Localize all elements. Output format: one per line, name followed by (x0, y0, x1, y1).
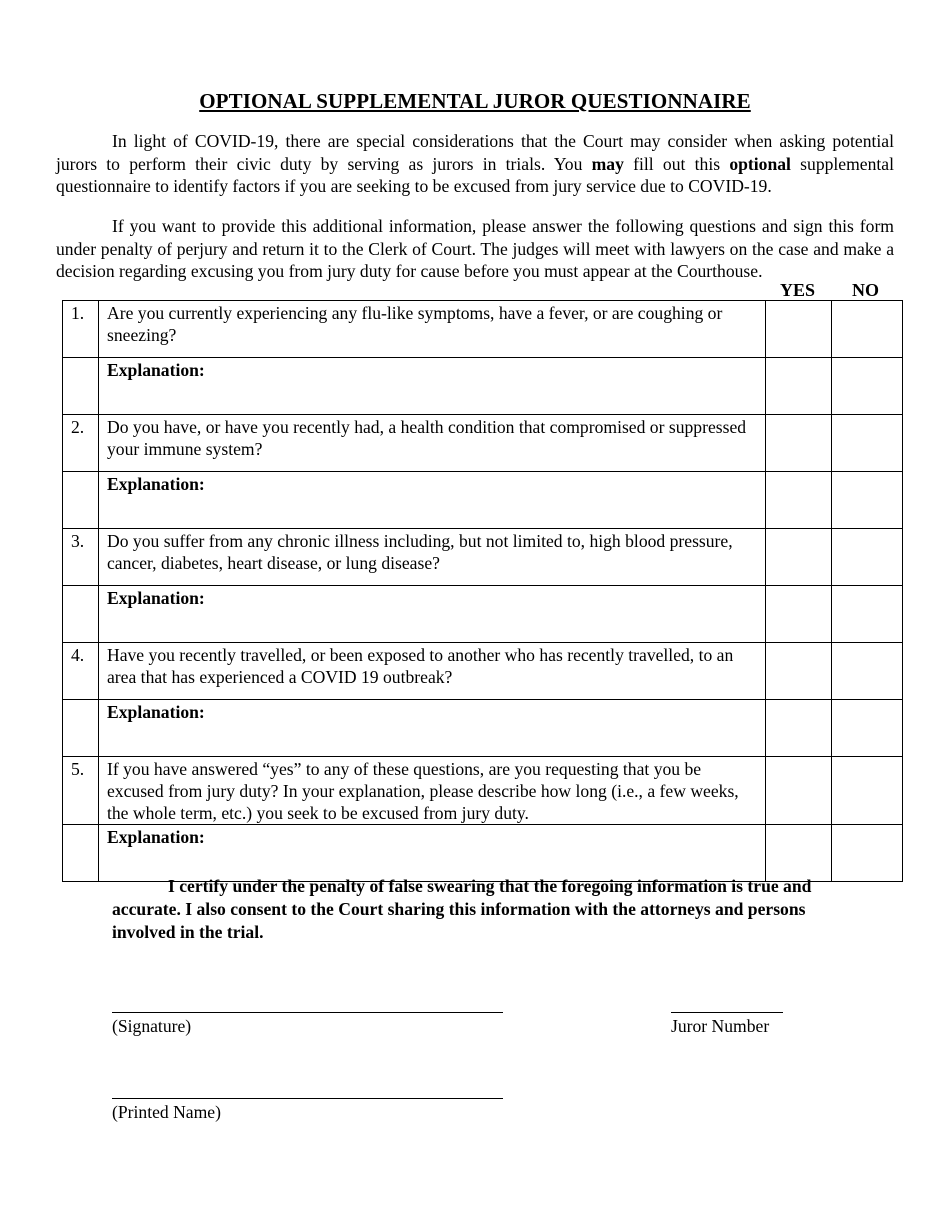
explanation-yes-cell (766, 586, 832, 643)
yes-answer-box[interactable] (766, 529, 832, 586)
intro-paragraph (56, 130, 894, 198)
explanation-no-cell (832, 825, 903, 882)
question-text: Are you currently experiencing any flu-like symptoms, have a fever, or are coughing or sneezing? (99, 301, 766, 358)
explanation-row (63, 825, 903, 882)
explanation-field[interactable] (99, 700, 766, 757)
no-answer-box[interactable] (832, 757, 903, 825)
explanation-label: Explanation: (107, 474, 205, 494)
explanation-yes-cell (766, 700, 832, 757)
question-number: 4. (63, 643, 99, 700)
explanation-label: Explanation: (107, 702, 205, 722)
explanation-row (63, 358, 903, 415)
question-text: Do you have, or have you recently had, a health condition that compromised or suppressed your immune system? (99, 415, 766, 472)
explanation-field[interactable] (99, 472, 766, 529)
yes-answer-box[interactable] (766, 415, 832, 472)
explanation-no-cell (832, 472, 903, 529)
explanation-number-cell (63, 472, 99, 529)
explanation-no-cell (832, 586, 903, 643)
signature-label: (Signature) (112, 1016, 192, 1036)
explanation-label: Explanation: (107, 827, 205, 847)
explanation-field[interactable] (99, 586, 766, 643)
yes-column-header: YES (780, 280, 816, 300)
explanation-yes-cell (766, 472, 832, 529)
intro-bold-optional: optional (729, 153, 791, 174)
instructions-paragraph: If you want to provide this additional information, please answer the following questions and sign this form under penalty of perjury and return it to the Clerk of Court. The judges will meet with lawyers on the case and make a decision regarding excusing you from jury duty for cause before you must appear at the Courthouse. (56, 216, 894, 281)
question-row (63, 757, 903, 825)
question-row (63, 643, 903, 700)
explanation-number-cell (63, 358, 99, 415)
no-answer-box[interactable] (832, 415, 903, 472)
explanation-label: Explanation: (107, 360, 205, 380)
yes-answer-box[interactable] (766, 643, 832, 700)
printed-name-line[interactable] (112, 1098, 503, 1099)
explanation-number-cell (63, 825, 99, 882)
question-text: Have you recently travelled, or been exposed to another who has recently travelled, to an area that has experienced a COVID 19 outbreak? (99, 643, 766, 700)
question-row (63, 301, 903, 358)
explanation-row (63, 586, 903, 643)
no-column-header: NO (852, 280, 879, 300)
explanation-row (63, 700, 903, 757)
question-row (63, 529, 903, 586)
explanation-no-cell (832, 358, 903, 415)
intro-text-part3: supplemental questionnaire to identify factors if you are seeking to be excused from jury service due to COVID-19. (56, 153, 894, 196)
question-number: 3. (63, 529, 99, 586)
explanation-no-cell (832, 700, 903, 757)
question-text: Do you suffer from any chronic illness including, but not limited to, high blood pressure, cancer, diabetes, heart disease, or lung disease? (99, 529, 766, 586)
intro-text-part2: fill out this (623, 153, 730, 174)
yes-answer-box[interactable] (766, 757, 832, 825)
signature-line[interactable] (112, 1012, 503, 1013)
yes-answer-box[interactable] (766, 301, 832, 358)
questions-table (62, 300, 903, 882)
no-answer-box[interactable] (832, 643, 903, 700)
explanation-number-cell (63, 700, 99, 757)
explanation-field[interactable] (99, 825, 766, 882)
intro-text-part1: In light of COVID-19, there are special considerations that the Court may consider when asking potential jurors to perform their civic duty by serving as jurors in trials. You (56, 131, 894, 174)
explanation-label: Explanation: (107, 588, 205, 608)
juror-number-line[interactable] (671, 1012, 783, 1013)
question-row (63, 415, 903, 472)
explanation-yes-cell (766, 358, 832, 415)
explanation-number-cell (63, 586, 99, 643)
question-number: 5. (63, 757, 99, 825)
certification-statement: I certify under the penalty of false swearing that the foregoing information is true and accurate. I also consent to the Court sharing this information with the attorneys and persons involved in the trial. (112, 876, 812, 942)
intro-bold-may: may (591, 153, 624, 174)
no-answer-box[interactable] (832, 301, 903, 358)
no-answer-box[interactable] (832, 529, 903, 586)
question-text: If you have answered “yes” to any of these questions, are you requesting that you be excused from jury duty? In your explanation, please describe how long (i.e., a few weeks, the whole term, etc.) you seek to be excused from jury duty. (99, 757, 766, 825)
printed-name-label: (Printed Name) (112, 1102, 221, 1122)
explanation-yes-cell (766, 825, 832, 882)
form-title: OPTIONAL SUPPLEMENTAL JUROR QUESTIONNAIRE (199, 89, 751, 113)
explanation-field[interactable] (99, 358, 766, 415)
question-number: 1. (63, 301, 99, 358)
explanation-row (63, 472, 903, 529)
juror-number-label: Juror Number (671, 1016, 770, 1036)
question-number: 2. (63, 415, 99, 472)
